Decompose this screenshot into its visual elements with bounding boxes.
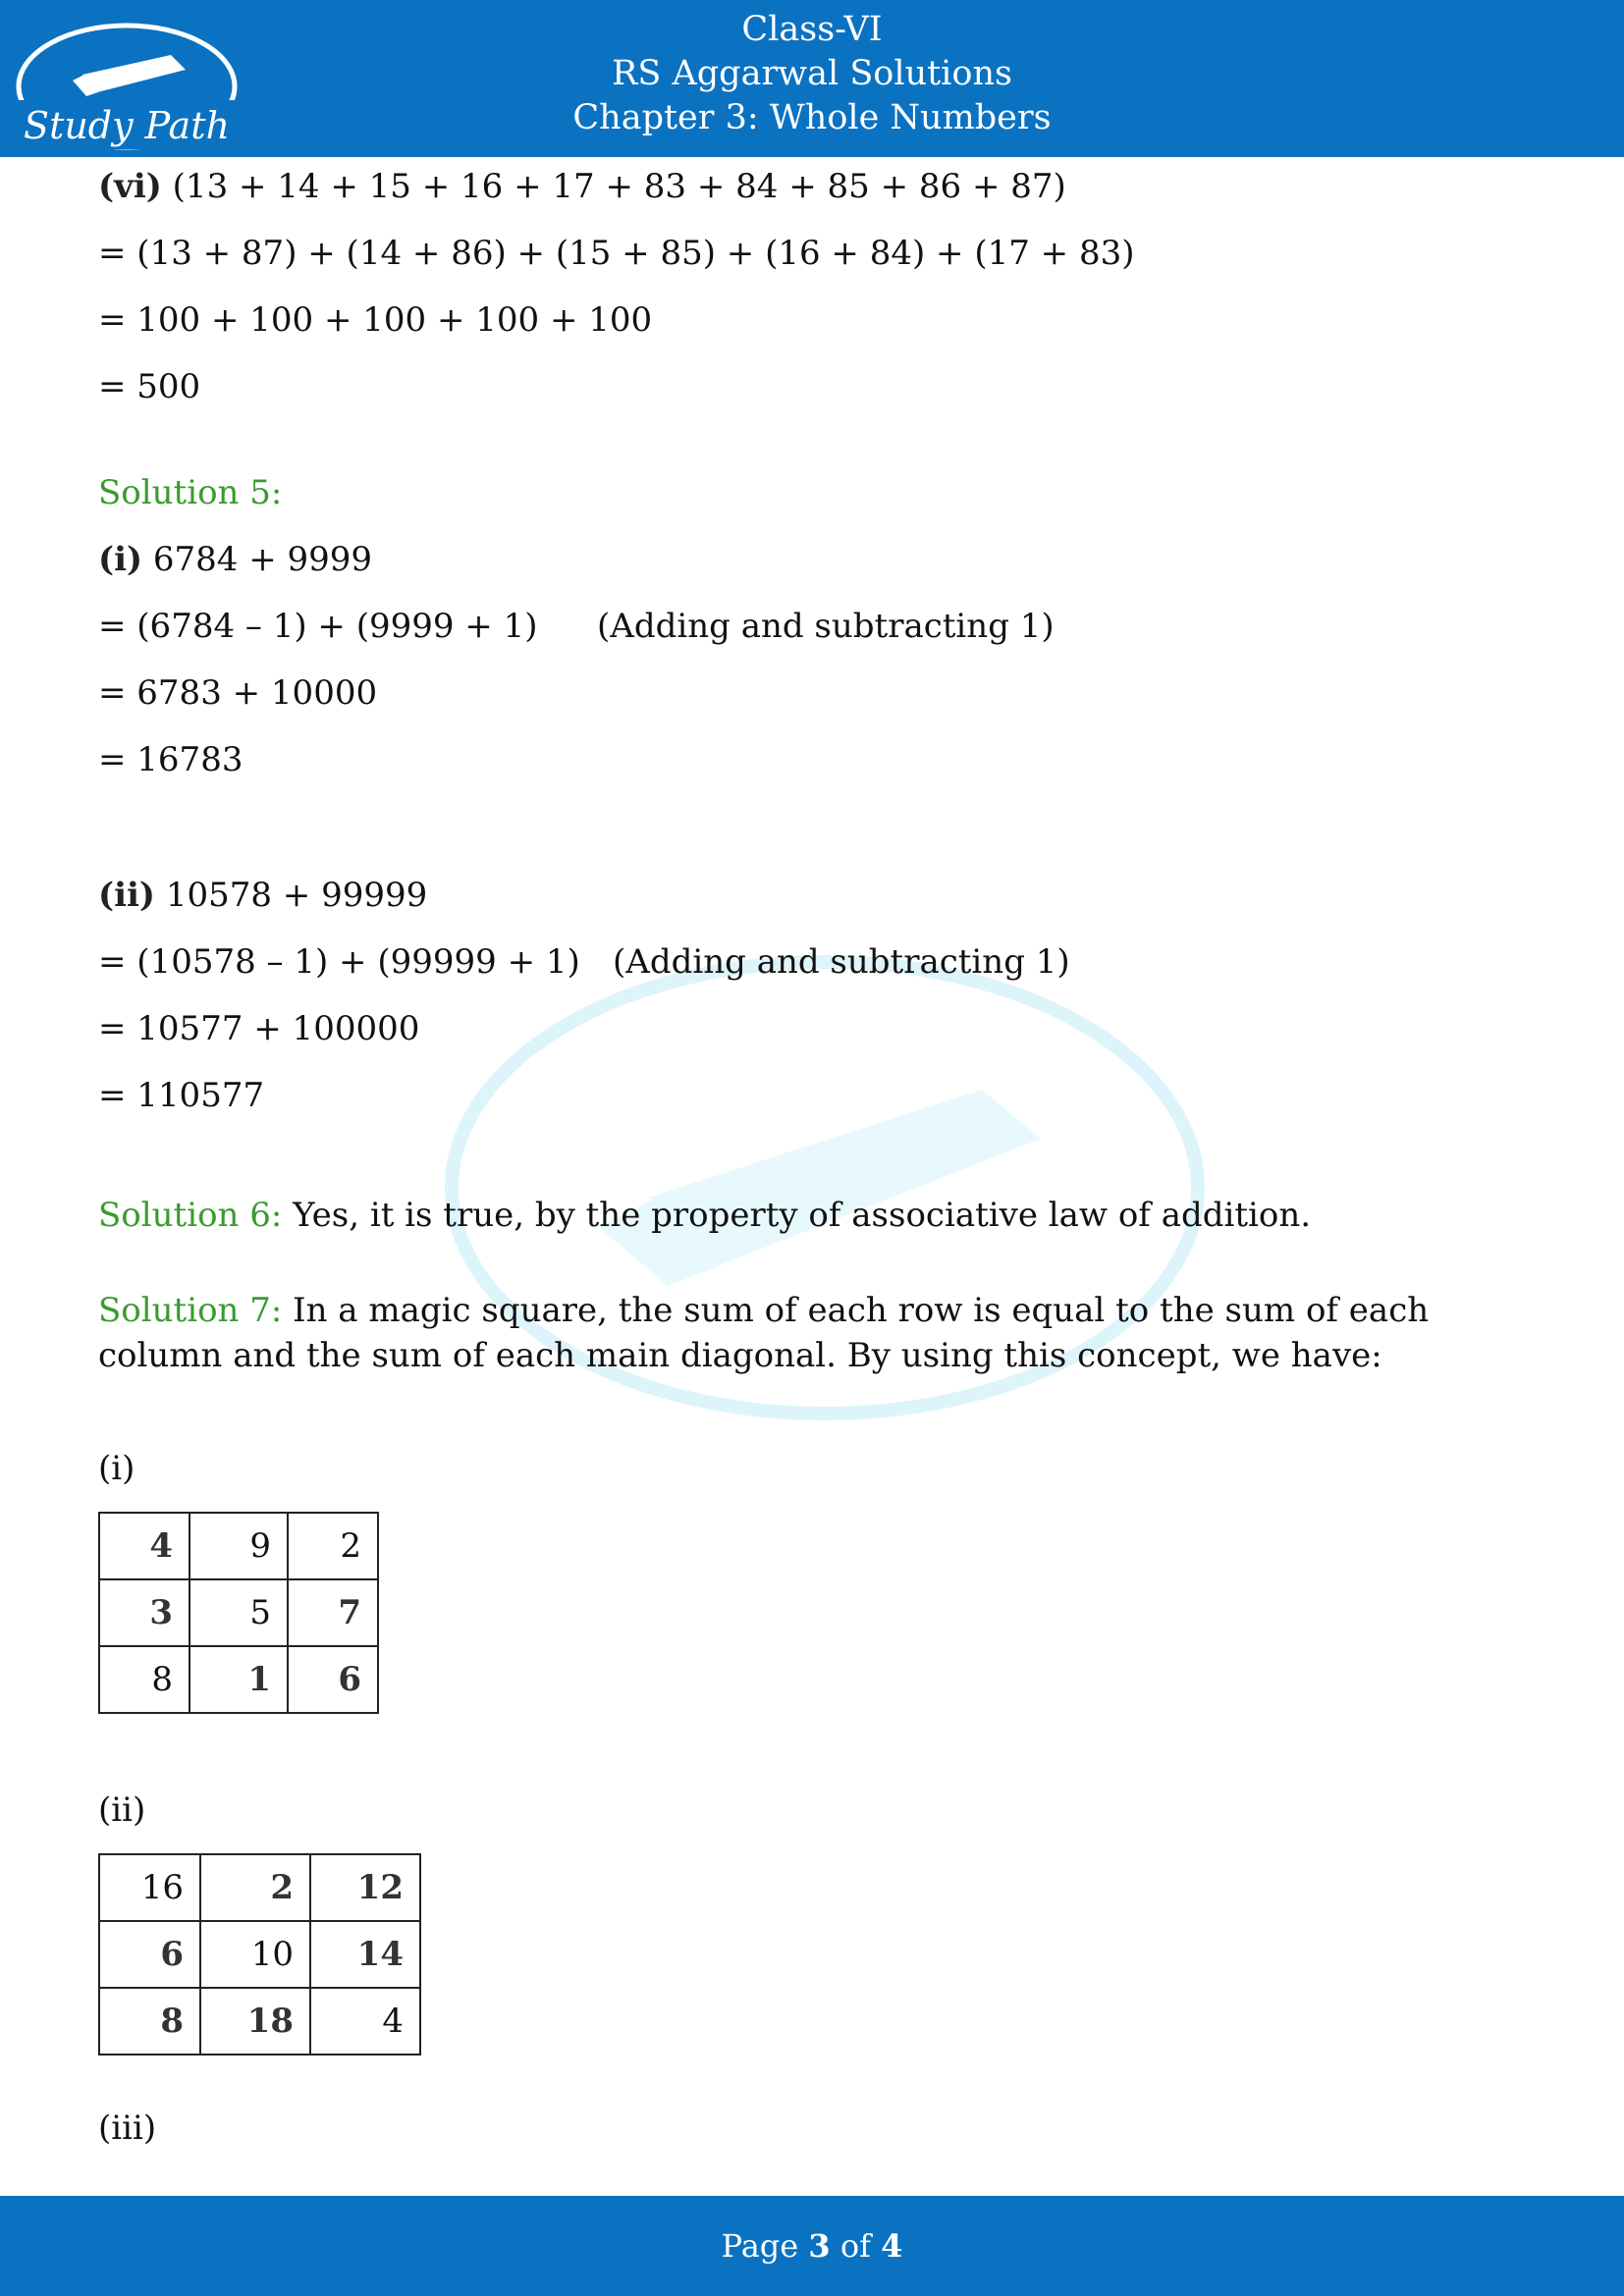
magic-square-cell: 6	[99, 1921, 200, 1988]
s5-ii-label: (ii)	[98, 876, 156, 915]
s5-ii-step-1: = (10578 – 1) + (99999 + 1)	[98, 942, 580, 982]
s5-ii-expr: 10578 + 99999	[155, 876, 428, 915]
vi-step-2: = 100 + 100 + 100 + 100 + 100	[98, 300, 653, 340]
logo-text: Study Path	[24, 104, 230, 147]
magic-square-cell: 4	[310, 1988, 420, 2055]
vi-expression	[98, 165, 1066, 208]
s5-i-expression	[98, 538, 372, 581]
part-iii-label: (iii)	[98, 2109, 157, 2148]
magic-square-cell: 8	[99, 1646, 189, 1713]
magic-square-cell: 8	[99, 1988, 200, 2055]
magic-square-cell: 2	[200, 1854, 310, 1921]
s5-i-expr: 6784 + 9999	[142, 540, 373, 579]
magic-square-cell: 4	[99, 1513, 189, 1579]
magic-square-cell: 9	[189, 1513, 288, 1579]
s5-i-note: (Adding and subtracting 1)	[597, 607, 1055, 646]
s5-i-step-3: = 16783	[98, 740, 244, 779]
magic-square-cell: 16	[99, 1854, 200, 1921]
part-i-label: (i)	[98, 1449, 135, 1488]
magic-square-cell: 14	[310, 1921, 420, 1988]
magic-square-cell: 7	[288, 1579, 378, 1646]
s5-i-step-2: = 6783 + 10000	[98, 673, 378, 713]
s5-ii-expression	[98, 874, 427, 917]
header-titles	[0, 8, 1624, 140]
s5-i-step-1: = (6784 – 1) + (9999 + 1)	[98, 607, 538, 646]
header-class: Class-VI	[741, 10, 883, 49]
page-of: of	[830, 2227, 882, 2265]
magic-square-ii	[98, 1853, 421, 2056]
solution-7-text: In a magic square, the sum of each row is equal to the sum of each column and the sum of each main diagonal. By using this concept, we have:	[98, 1291, 1430, 1375]
vi-step-3: = 500	[98, 367, 201, 406]
part-ii-label: (ii)	[98, 1790, 146, 1830]
magic-square-cell: 3	[99, 1579, 189, 1646]
vi-label: (vi)	[98, 167, 162, 206]
magic-square-cell: 10	[200, 1921, 310, 1988]
vi-step-1: = (13 + 87) + (14 + 86) + (15 + 85) + (16 + 84) + (17 + 83)	[98, 234, 1135, 273]
vi-expr: (13 + 14 + 15 + 16 + 17 + 83 + 84 + 85 + 86 + 87)	[161, 167, 1066, 206]
magic-square-cell: 1	[189, 1646, 288, 1713]
solution-6-heading: Solution 6:	[98, 1196, 283, 1235]
magic-square-cell: 2	[288, 1513, 378, 1579]
page-header	[0, 0, 1624, 157]
page-number	[0, 2227, 1624, 2265]
solution-6-text: Yes, it is true, by the property of associative law of addition.	[282, 1196, 1312, 1235]
s5-ii-step-3: = 110577	[98, 1076, 265, 1115]
header-book: RS Aggarwal Solutions	[612, 54, 1012, 93]
solution-5-heading: Solution 5:	[98, 473, 283, 512]
page-prefix: Page	[721, 2227, 809, 2265]
magic-square-cell: 5	[189, 1579, 288, 1646]
header-chapter: Chapter 3: Whole Numbers	[572, 98, 1052, 137]
s5-i-label: (i)	[98, 540, 143, 579]
magic-square-cell: 12	[310, 1854, 420, 1921]
solution-6	[98, 1194, 1311, 1237]
magic-square-cell: 18	[200, 1988, 310, 2055]
s5-ii-step-2: = 10577 + 100000	[98, 1009, 420, 1048]
magic-square-cell: 6	[288, 1646, 378, 1713]
solution-7-heading: Solution 7:	[98, 1291, 283, 1330]
solution-7	[98, 1288, 1522, 1378]
s5-ii-note: (Adding and subtracting 1)	[613, 942, 1070, 982]
page-current: 3	[808, 2227, 831, 2265]
page-footer	[0, 2196, 1624, 2296]
magic-square-i	[98, 1512, 379, 1714]
page-total: 4	[881, 2227, 903, 2265]
